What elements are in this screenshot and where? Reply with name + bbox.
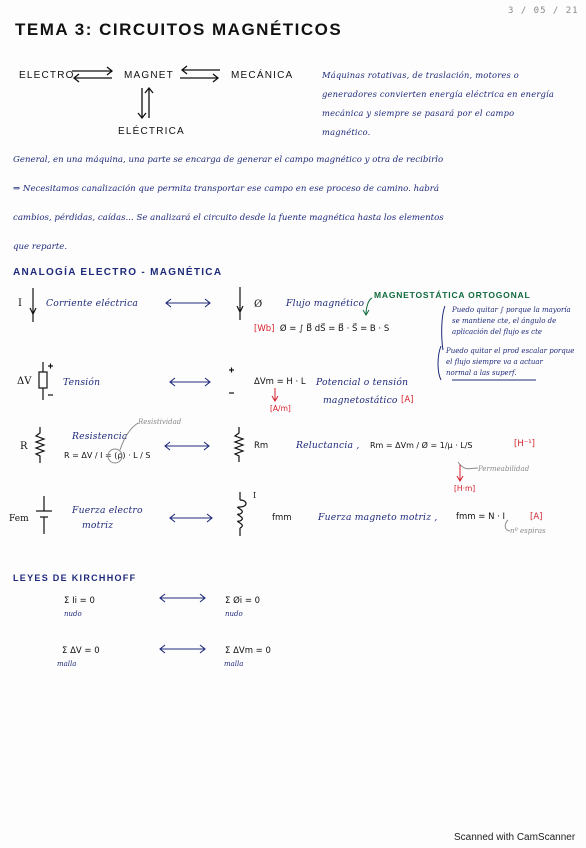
flux-branch-icon — [237, 287, 243, 320]
ortho-pointer-icon — [366, 298, 372, 314]
law1-magnetic-sub: nudo — [225, 610, 243, 618]
ortho-bracket-icon — [442, 306, 445, 350]
flux-label: Flujo magnético — [286, 298, 365, 309]
side-note-line: generadores convierten energía eléctrica en energía — [322, 89, 555, 99]
reluctance-formula: Rm = ΔVm / Ø = 1/μ · L/S — [370, 441, 473, 450]
flux-symbol: Ø — [254, 299, 263, 310]
paragraph-line: cambios, pérdidas, caídas... Se analizará el circuito desde la fuente magnética hasta los elementos — [13, 213, 444, 223]
diagram-mecanica: MECÁNICA — [231, 70, 294, 81]
resistance-symbol: R — [20, 441, 28, 452]
coil-icon — [238, 492, 246, 536]
resistance-label: Resistencia — [72, 431, 128, 442]
ortho-note-line: Puedo quitar el prod escalar porque — [446, 347, 575, 355]
row1-arrow — [166, 299, 210, 307]
ortho-note-line: se mantiene cte, el ángulo de — [452, 317, 557, 325]
ortho-heading: MAGNETOSTÁTICA ORTOGONAL — [374, 290, 531, 300]
resistor-icon — [36, 427, 44, 463]
diagram-electro: ELECTRO — [19, 70, 75, 81]
current-symbol: I — [18, 298, 22, 309]
current-label: Corriente eléctrica — [46, 298, 139, 309]
page-title: TEMA 3: CIRCUITOS MAGNÉTICOS — [15, 20, 343, 39]
emf-symbol: Fem — [9, 514, 29, 524]
permeability-note: Permeabilidad — [478, 465, 530, 473]
mmf-symbol: fmm — [272, 513, 292, 523]
turns-pointer-icon — [505, 520, 510, 531]
kirchhoff-heading: LEYES DE KIRCHHOFF — [13, 573, 137, 583]
paragraph-line: ⇒ Necesitamos canalización que permita transportar ese campo en ese proceso de camino. habrá — [13, 184, 439, 194]
mmf-current: I — [253, 491, 257, 500]
law2-magnetic-sub: malla — [224, 660, 244, 668]
row3-arrow — [165, 442, 209, 450]
flux-unit: [Wb] — [254, 324, 275, 334]
ortho-note-line: Puedo quitar ∫ porque la mayoría — [452, 306, 571, 314]
potential-label-2: magnetostático — [323, 395, 398, 406]
diagram-magnet: MAGNET — [124, 70, 174, 81]
voltage-source-icon — [39, 362, 53, 400]
law2-electric-sub: malla — [57, 660, 77, 668]
side-note-line: magnético. — [322, 127, 371, 137]
kirchhoff-arrow-1 — [160, 594, 205, 602]
h-unit: [A/m] — [270, 404, 291, 413]
resistance-formula: R = ΔV / I = (ρ) · L / S — [64, 451, 151, 460]
ortho-bracket-icon — [438, 346, 441, 380]
row4-arrow — [170, 514, 212, 522]
voltage-symbol: ΔV — [17, 376, 32, 387]
row2-arrow — [170, 378, 210, 386]
permeability-unit: [H·m] — [454, 484, 476, 493]
page-date: 3 / 05 / 21 — [508, 6, 579, 16]
kirchhoff-arrow-2 — [160, 645, 205, 653]
equivalence-arrows — [160, 299, 212, 653]
diagram-electrica: ELÉCTRICA — [118, 126, 185, 137]
mmf-formula: fmm = N · I — [456, 512, 506, 522]
reluctance-label: Reluctancia , — [296, 440, 360, 451]
mmf-unit: [A] — [530, 512, 543, 522]
potential-unit: [A] — [401, 395, 414, 405]
flux-integral: Ø = ∫ B⃗ dS⃗ = B⃗ · S⃗ = B · S — [277, 324, 390, 334]
reluctance-icon — [235, 427, 243, 462]
potential-formula: ΔVm = H · L — [254, 377, 306, 387]
magnetic-potential-icon — [229, 368, 234, 394]
reluctance-symbol: Rm — [254, 441, 269, 451]
current-branch-icon — [30, 288, 36, 322]
law2-electric: Σ ΔV = 0 — [62, 646, 100, 656]
paragraph-line: General, en una máquina, una parte se encarga de generar el campo magnético y otra de recibirlo — [13, 155, 444, 165]
emf-label: Fuerza electro — [72, 505, 143, 516]
rho-highlight-icon — [108, 449, 122, 463]
side-note-line: Máquinas rotativas, de traslación, motores o — [322, 70, 519, 80]
scanner-watermark: Scanned with CamScanner — [454, 832, 576, 843]
voltage-label: Tensión — [63, 377, 101, 388]
battery-icon — [36, 496, 52, 534]
law1-electric: Σ Ii = 0 — [64, 596, 95, 606]
mmf-label: Fuerza magneto motriz , — [318, 512, 438, 523]
ortho-note-line: aplicación del flujo es cte — [452, 328, 543, 336]
resistivity-pointer-icon — [120, 423, 138, 450]
law1-magnetic: Σ Øi = 0 — [225, 596, 261, 606]
reluctance-unit: [H⁻¹] — [514, 439, 535, 449]
potential-label: Potencial o tensión — [316, 377, 409, 388]
side-note-line: mecánica y siempre se pasará por el campo — [322, 108, 515, 118]
resistivity-note: Resistividad — [138, 418, 182, 426]
ortho-note-line: el flujo siempre va a actuar — [446, 358, 543, 366]
turns-note: nº espiras — [510, 527, 546, 535]
permeability-pointer-icon — [458, 462, 478, 469]
ortho-note-line: normal a las superf. — [446, 369, 517, 377]
paragraph-line: que reparte. — [13, 242, 68, 252]
analogy-heading: ANALOGÍA ELECTRO - MAGNÉTICA — [13, 267, 223, 278]
emf-label-2: motriz — [82, 520, 114, 531]
law1-electric-sub: nudo — [64, 610, 82, 618]
law2-magnetic: Σ ΔVm = 0 — [225, 646, 271, 656]
